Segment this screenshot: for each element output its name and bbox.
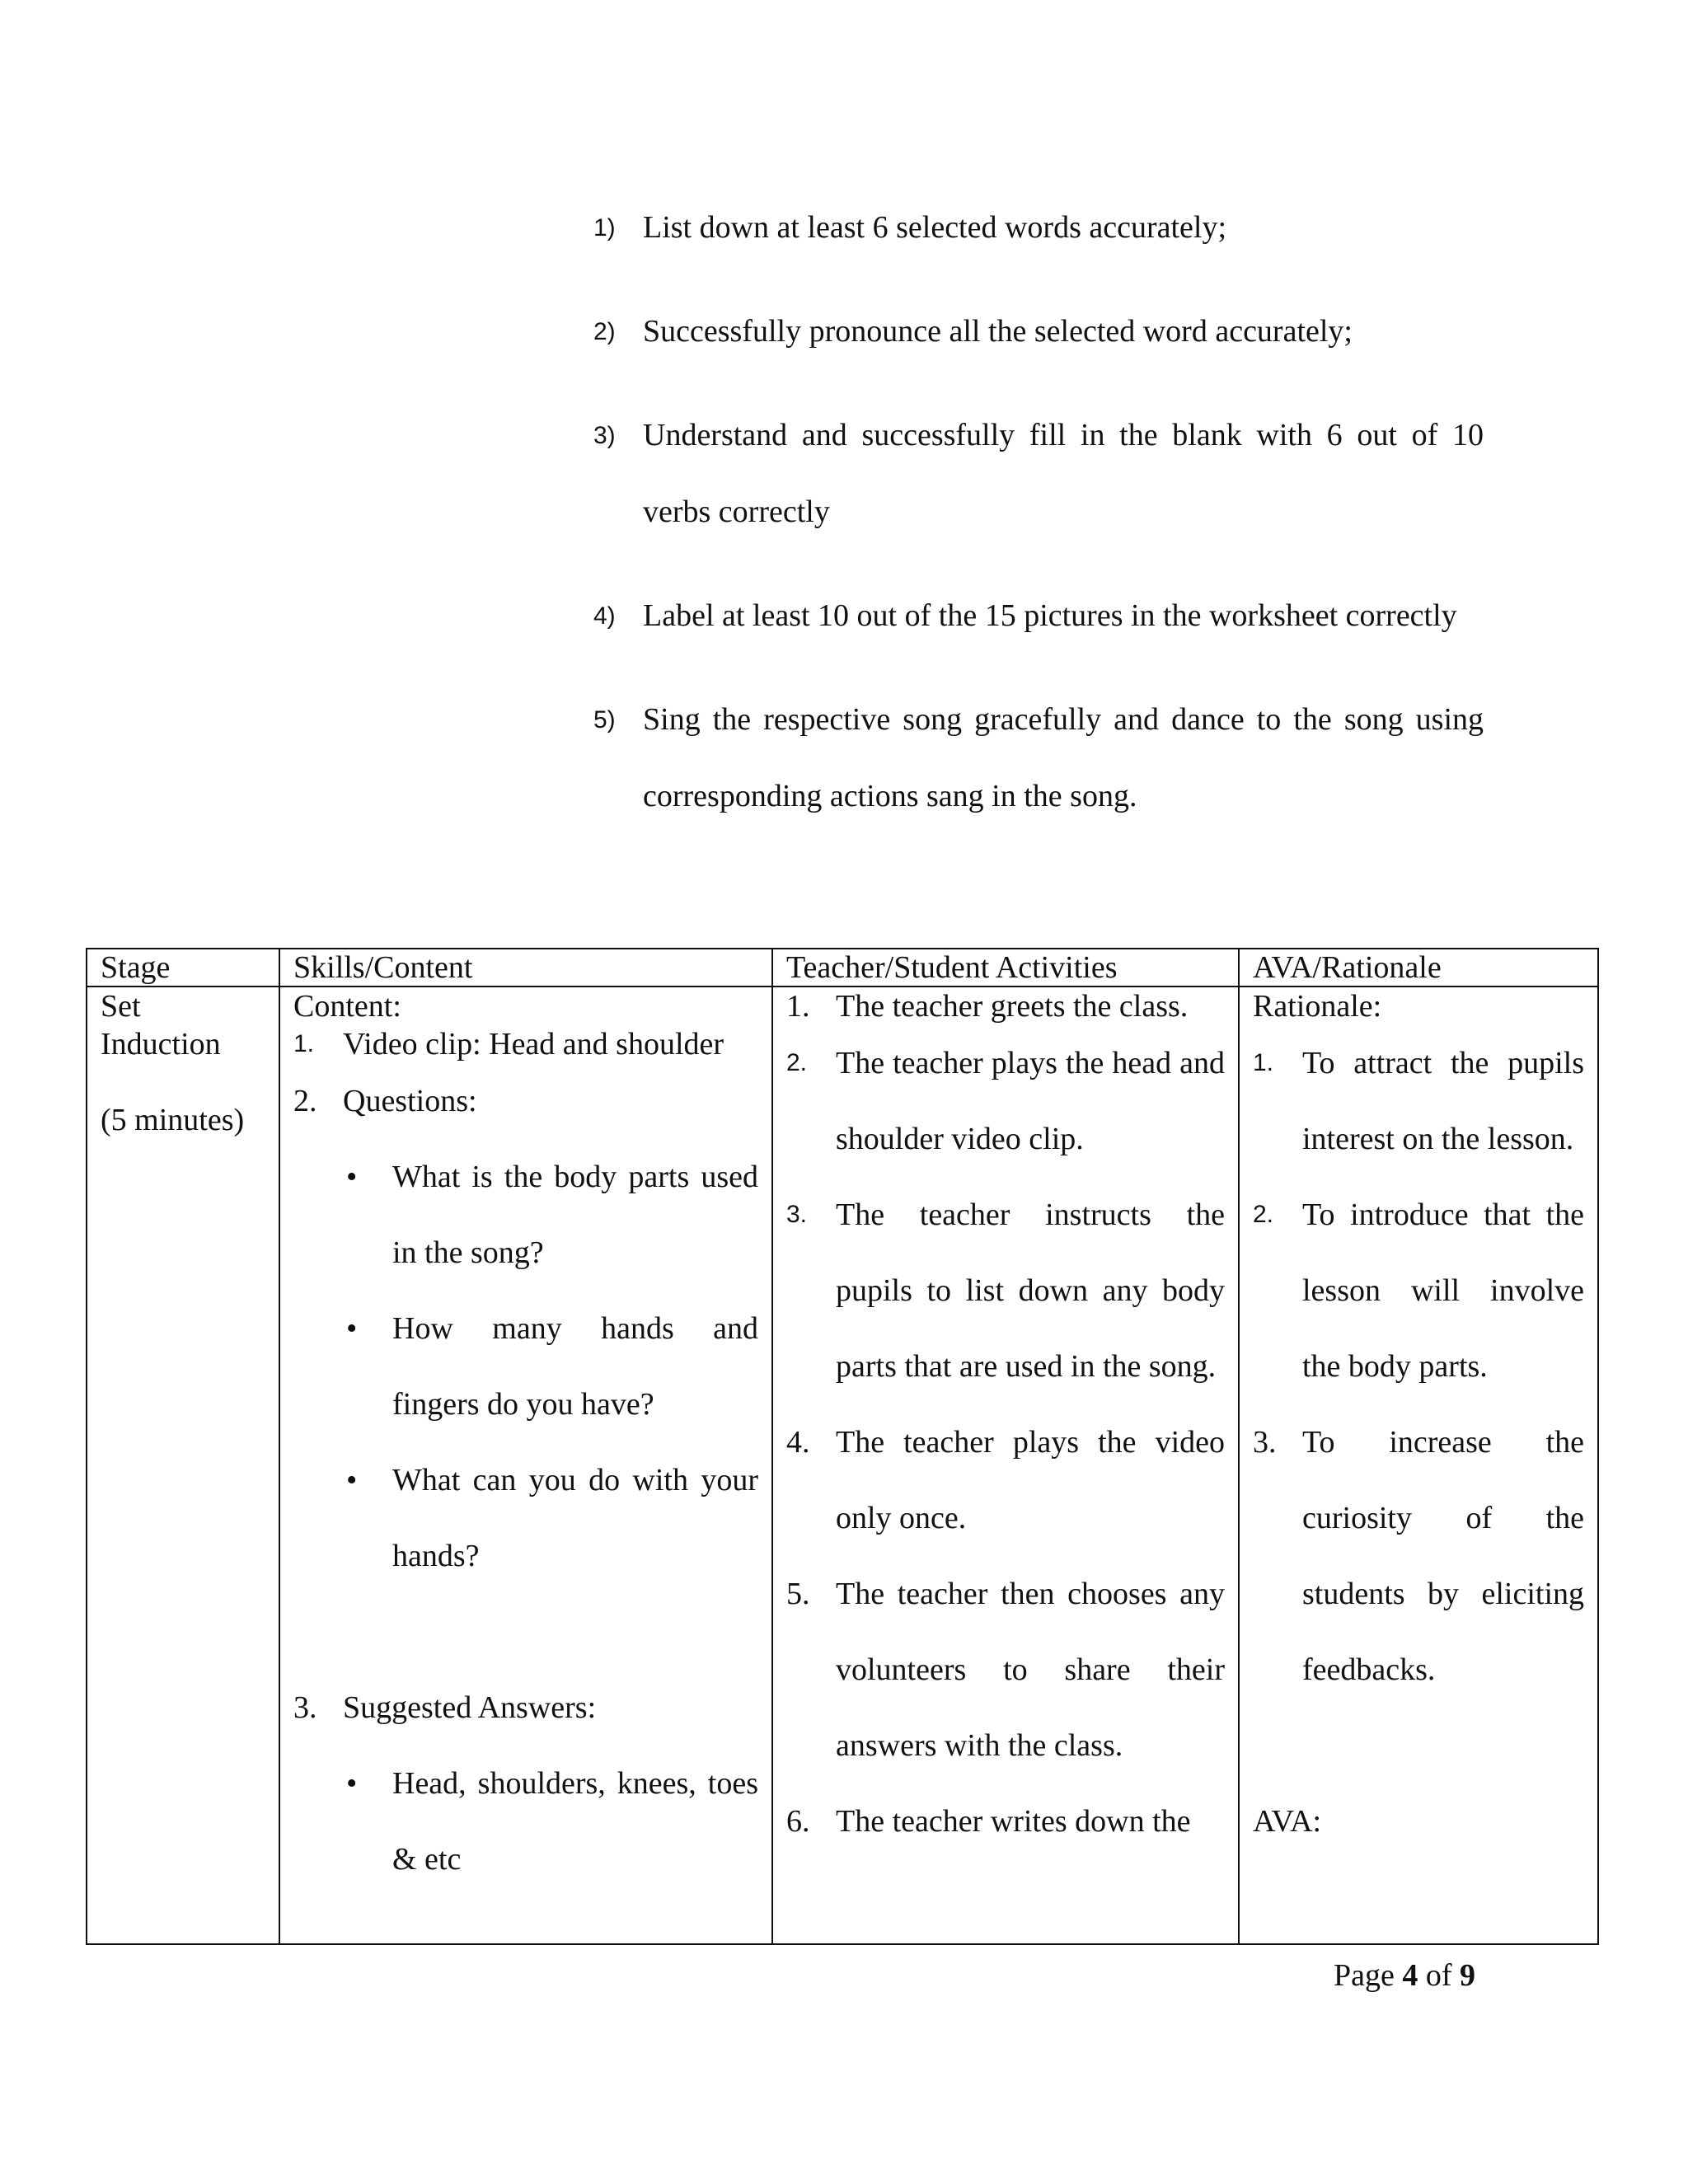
bullet-text: What can you do with your hands? bbox=[392, 1463, 758, 1573]
rationale-item bbox=[1253, 1404, 1584, 1708]
objective-text: Successfully pronounce all the selected word accurately; bbox=[643, 314, 1353, 349]
bullet-text: What is the body parts used in the song? bbox=[392, 1160, 758, 1270]
objective-number: 1) bbox=[593, 214, 616, 241]
current-page: 4 bbox=[1402, 1958, 1418, 1993]
objective-item bbox=[593, 190, 1484, 266]
rationale-text: To increase the curiosity of the students by eliciting feedbacks. bbox=[1302, 1425, 1584, 1687]
bullet-item bbox=[293, 1746, 758, 1897]
objective-number: 3) bbox=[593, 422, 616, 449]
content-cell bbox=[279, 987, 772, 1944]
list-text: Video clip: Head and shoulder bbox=[343, 1027, 724, 1062]
bullet-text: How many hands and fingers do you have? bbox=[392, 1311, 758, 1422]
stage-line: Set bbox=[101, 989, 141, 1024]
activity-text: The teacher greets the class. bbox=[836, 989, 1189, 1024]
bullet-text: Head, shoulders, knees, toes & etc bbox=[392, 1766, 758, 1877]
bullet-icon: • bbox=[346, 1463, 358, 1497]
bullet-item bbox=[293, 1291, 758, 1442]
total-pages: 9 bbox=[1460, 1958, 1476, 1993]
objective-item bbox=[593, 682, 1484, 835]
objective-item bbox=[593, 293, 1484, 370]
rationale-number: 2. bbox=[1253, 1201, 1274, 1228]
rationale-text: To attract the pupils interest on the lesson. bbox=[1302, 1046, 1584, 1156]
stage-cell bbox=[87, 987, 279, 1944]
rationale-item bbox=[1253, 1177, 1584, 1404]
objective-text: Label at least 10 out of the 15 pictures in the worksheet correctly bbox=[643, 598, 1457, 633]
rationale-item bbox=[1253, 1025, 1584, 1177]
objective-text: Sing the respective song gracefully and dance to the song using corresponding actions sang in the song. bbox=[643, 702, 1484, 813]
activity-item bbox=[786, 1783, 1225, 1859]
objective-item bbox=[593, 397, 1484, 551]
list-number: 1. bbox=[293, 1030, 315, 1057]
activity-number: 4. bbox=[786, 1425, 810, 1460]
objective-text: List down at least 6 selected words accurately; bbox=[643, 210, 1227, 245]
bullet-icon: • bbox=[346, 1766, 358, 1801]
header-ava-rationale: AVA/Rationale bbox=[1239, 949, 1598, 987]
activity-text: The teacher writes down the bbox=[836, 1804, 1191, 1839]
bullet-icon: • bbox=[346, 1311, 358, 1346]
list-text: Suggested Answers: bbox=[343, 1690, 597, 1725]
page-number bbox=[1334, 1957, 1475, 1994]
content-heading: Content: bbox=[293, 989, 401, 1024]
activity-item bbox=[786, 1025, 1225, 1177]
page-word: Page bbox=[1334, 1958, 1395, 1993]
objective-number: 4) bbox=[593, 602, 616, 630]
learning-objectives bbox=[593, 190, 1484, 862]
objective-number: 5) bbox=[593, 706, 616, 733]
activity-item bbox=[786, 1556, 1225, 1783]
header-skills-content: Skills/Content bbox=[279, 949, 772, 987]
list-text: Questions: bbox=[343, 1084, 477, 1118]
activity-text: The teacher plays the head and shoulder video clip. bbox=[836, 1046, 1225, 1156]
stage-line: Induction bbox=[101, 1027, 221, 1062]
rationale-text: To introduce that the lesson will involve the body parts. bbox=[1302, 1197, 1584, 1384]
spacer bbox=[1253, 1708, 1584, 1783]
header-stage: Stage bbox=[87, 949, 279, 987]
bullet-item bbox=[293, 1442, 758, 1594]
activity-number: 6. bbox=[786, 1804, 810, 1839]
bullet-item bbox=[293, 1139, 758, 1291]
activity-item bbox=[786, 1177, 1225, 1404]
activity-number: 3. bbox=[786, 1201, 808, 1228]
list-item bbox=[293, 1670, 758, 1746]
lesson-plan-table bbox=[86, 948, 1599, 1945]
ava-heading: AVA: bbox=[1253, 1804, 1322, 1839]
activity-item bbox=[786, 987, 1225, 1025]
rationale-cell bbox=[1239, 987, 1598, 1944]
list-item bbox=[293, 1025, 758, 1063]
objective-item bbox=[593, 578, 1484, 654]
table-row bbox=[87, 987, 1598, 1944]
activity-number: 1. bbox=[786, 989, 810, 1024]
stage-duration: (5 minutes) bbox=[101, 1103, 245, 1137]
rationale-number: 3. bbox=[1253, 1425, 1277, 1460]
activity-text: The teacher instructs the pupils to list down any body parts that are used in the song. bbox=[836, 1197, 1225, 1384]
objective-number: 2) bbox=[593, 318, 616, 345]
activity-item bbox=[786, 1404, 1225, 1556]
activity-text: The teacher plays the video only once. bbox=[836, 1425, 1225, 1535]
objective-text: Understand and successfully fill in the blank with 6 out of 10 verbs correctly bbox=[643, 418, 1484, 529]
rationale-heading: Rationale: bbox=[1253, 989, 1382, 1024]
activity-number: 2. bbox=[786, 1049, 808, 1076]
activity-number: 5. bbox=[786, 1577, 810, 1611]
list-item bbox=[293, 1063, 758, 1139]
spacer bbox=[293, 1594, 758, 1670]
header-activities: Teacher/Student Activities bbox=[772, 949, 1239, 987]
activity-text: The teacher then chooses any volunteers to share their answers with the class. bbox=[836, 1577, 1225, 1763]
bullet-icon: • bbox=[346, 1160, 358, 1194]
rationale-number: 1. bbox=[1253, 1049, 1274, 1076]
of-word: of bbox=[1425, 1958, 1452, 1993]
table-header-row bbox=[87, 949, 1598, 987]
list-number: 2. bbox=[293, 1084, 317, 1118]
activities-cell bbox=[772, 987, 1239, 1944]
list-number: 3. bbox=[293, 1690, 317, 1725]
